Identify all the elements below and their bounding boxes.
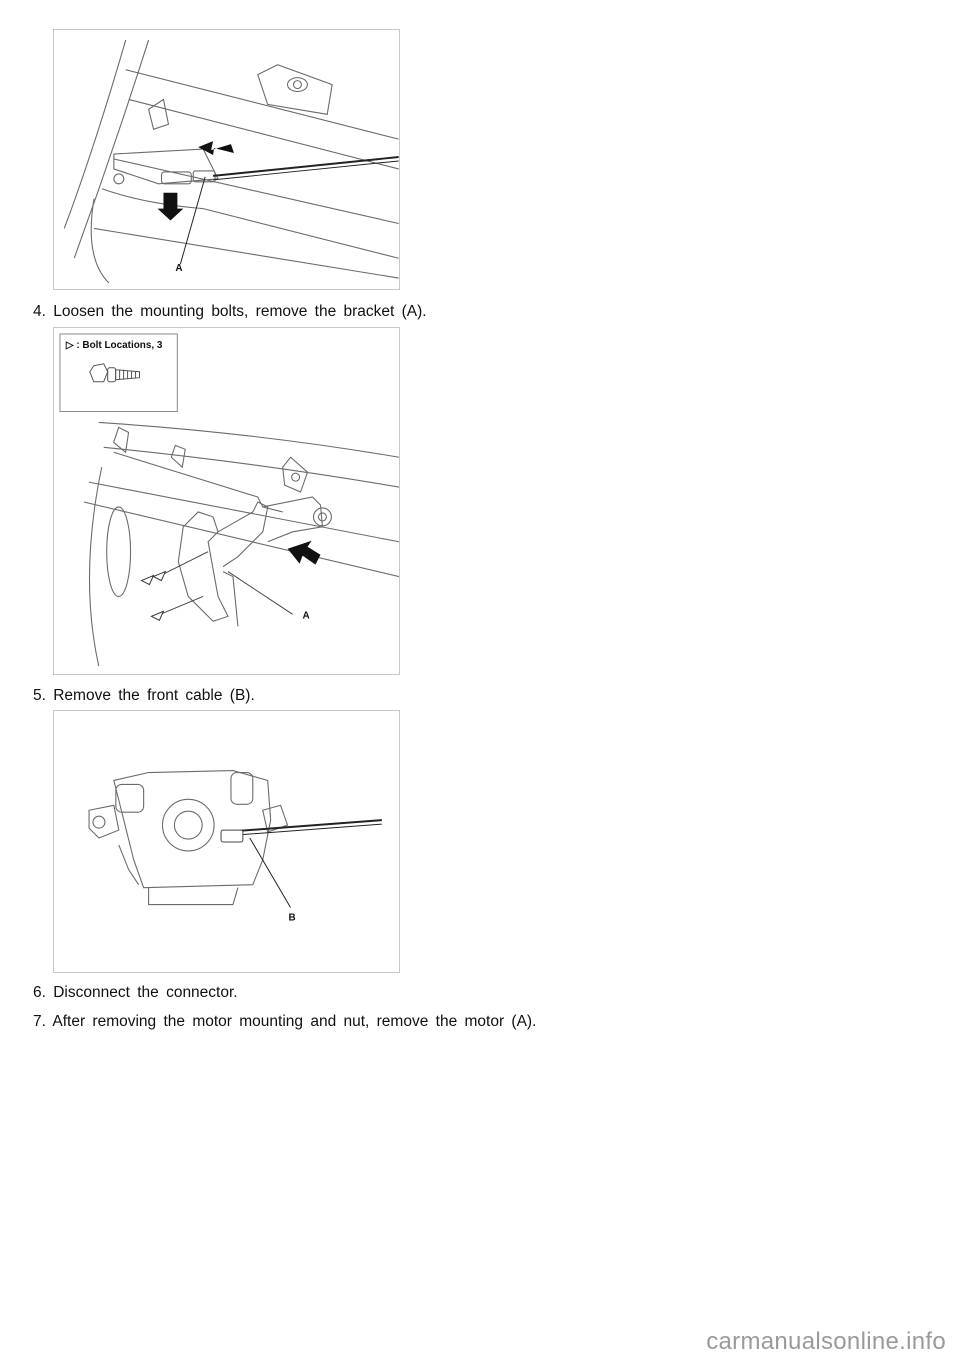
figure-front-cable	[53, 710, 400, 973]
callout-b: B	[288, 912, 296, 924]
front-cable-illustration	[54, 711, 399, 972]
cable-release-illustration	[54, 30, 399, 289]
callout-a: A	[302, 610, 310, 622]
step-7-text: 7. After removing the motor mounting and nut, remove the motor (A).	[33, 1013, 537, 1030]
bracket-bolts-illustration	[54, 328, 399, 674]
figure-cable-release	[53, 29, 400, 290]
bolt-marker-2	[153, 572, 165, 581]
bolt-marker-1	[141, 576, 153, 585]
legend-bolt-locations: ▷ : Bolt Locations, 3	[65, 339, 163, 351]
bolt-marker-3	[151, 611, 163, 620]
callout-a: A	[175, 263, 183, 275]
step-6-text: 6. Disconnect the connector.	[33, 984, 238, 1001]
figure-bracket-bolts	[53, 327, 400, 675]
arrow-right-icon	[288, 541, 321, 565]
step-4-text: 4. Loosen the mounting bolts, remove the bracket (A).	[33, 303, 427, 320]
step-5-text: 5. Remove the front cable (B).	[33, 687, 255, 704]
arrow-left-icon	[198, 141, 234, 155]
watermark: carmanualsonline.info	[706, 1328, 946, 1355]
